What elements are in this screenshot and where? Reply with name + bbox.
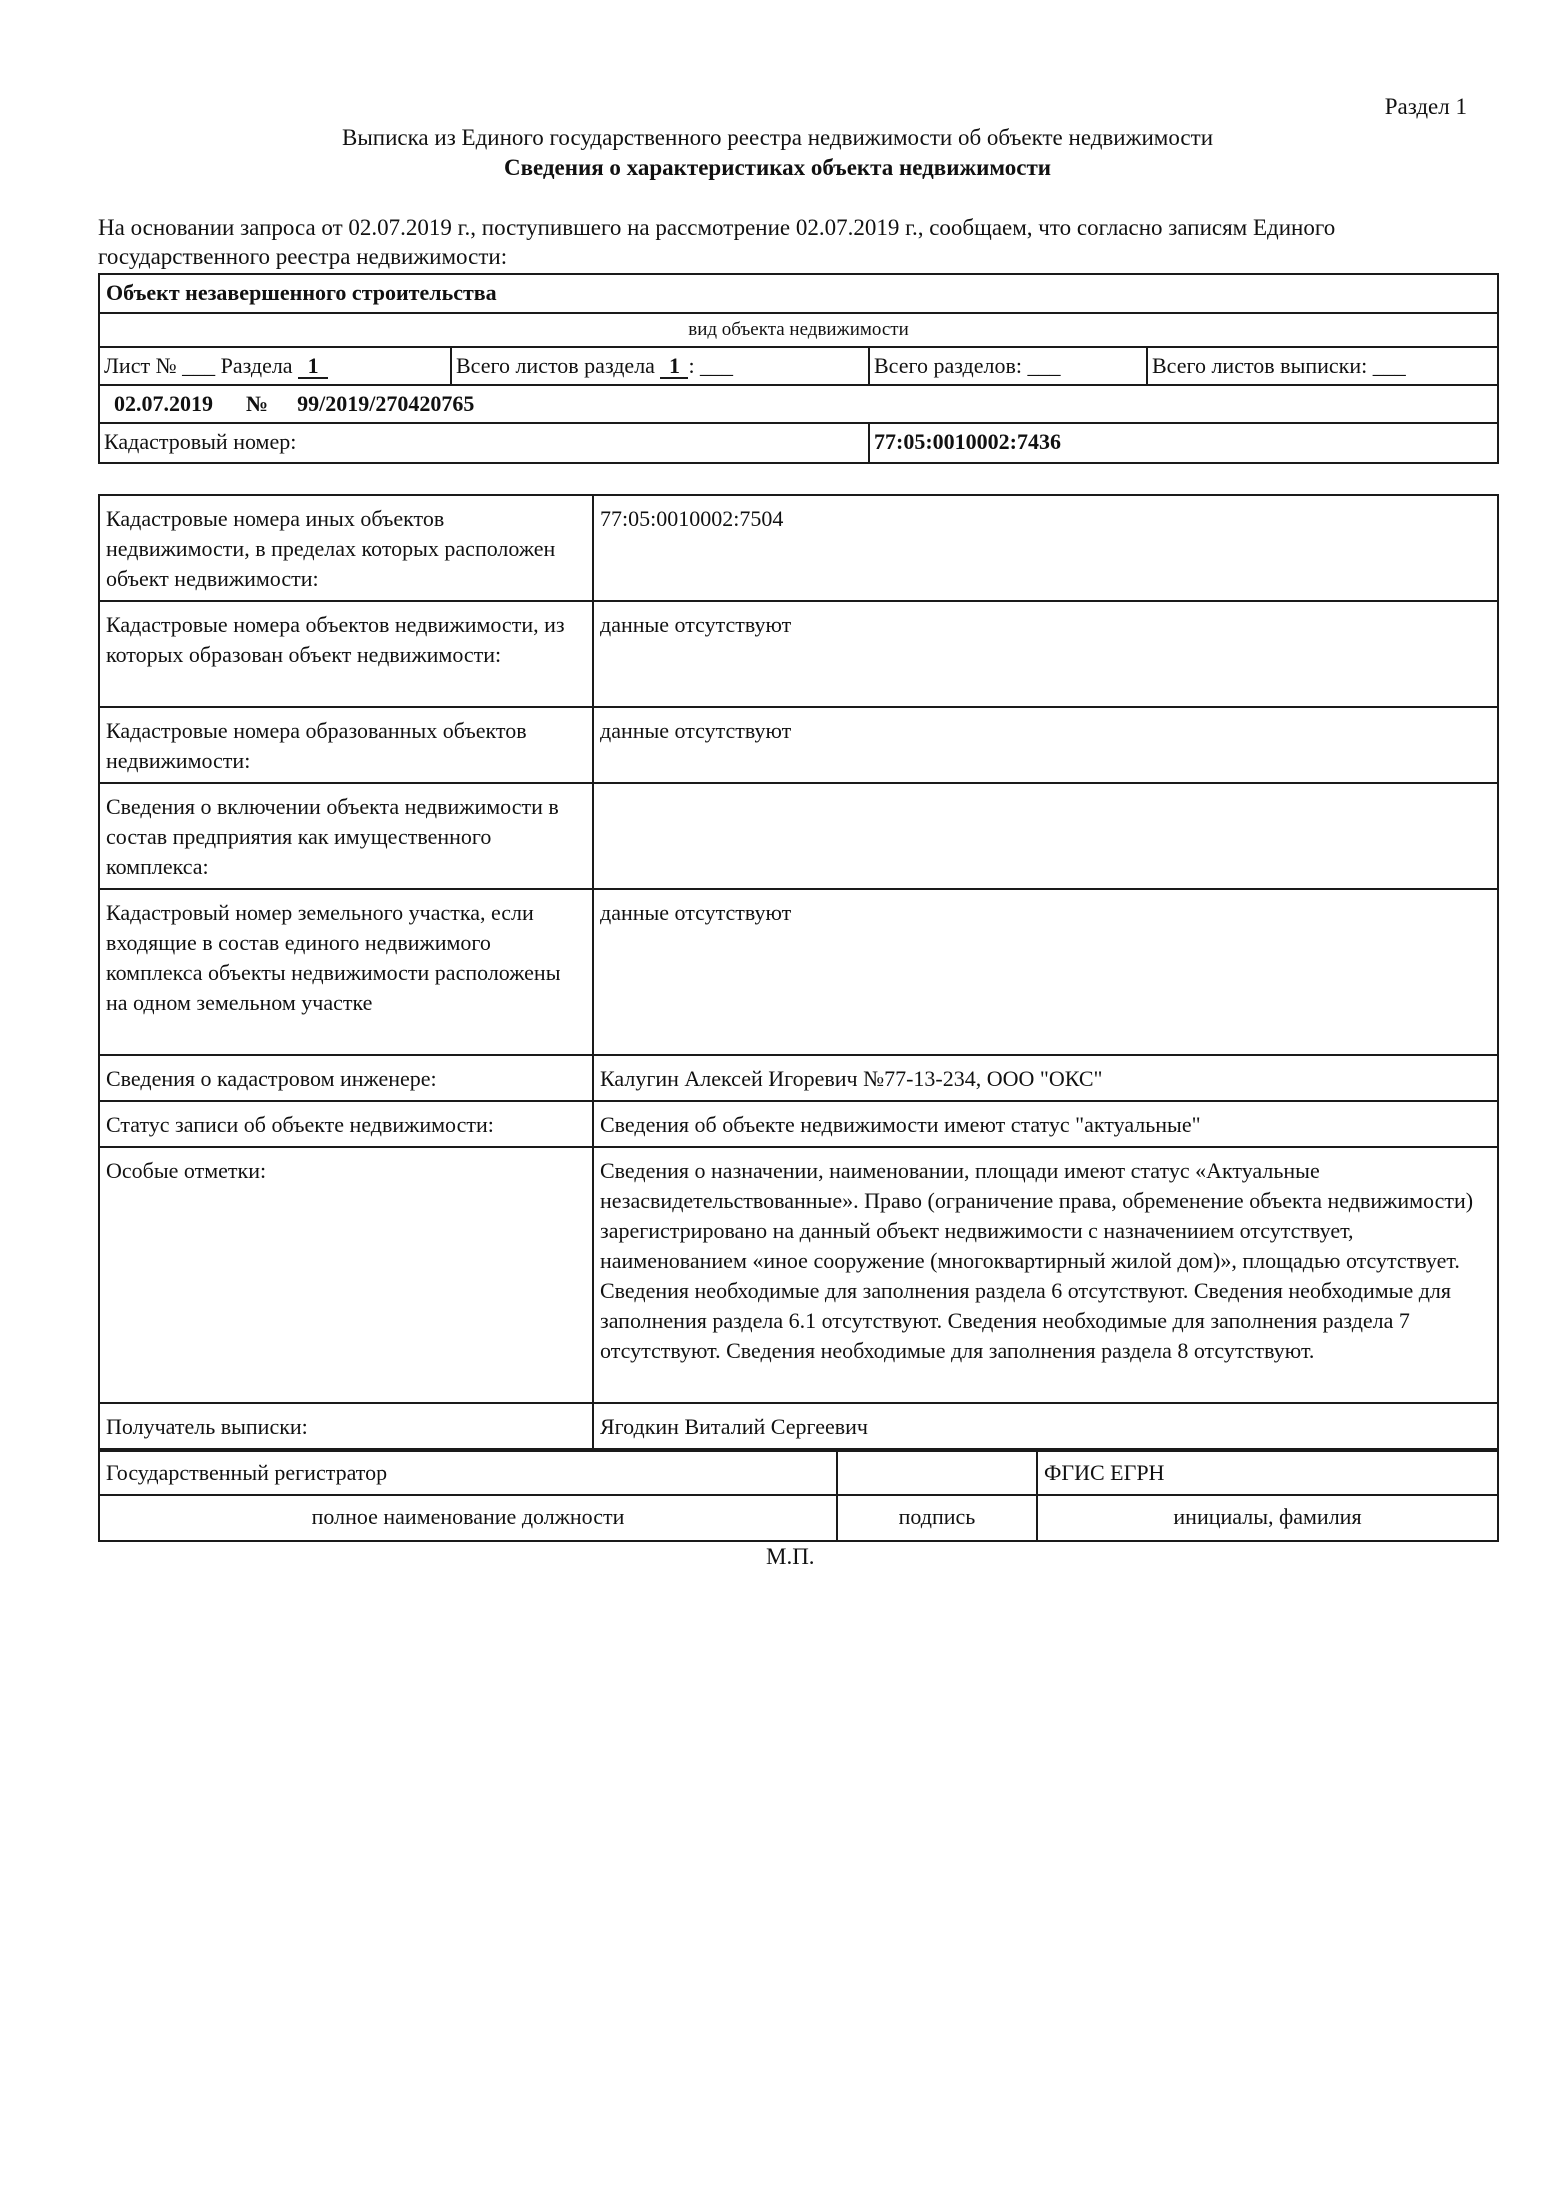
row-value: данные отсутствуют (593, 601, 1498, 707)
table-row (99, 1147, 1498, 1403)
table-row (99, 889, 1498, 1055)
cadastral-number: 77:05:0010002:7436 (874, 429, 1061, 454)
table-row (99, 601, 1498, 707)
table-row (99, 707, 1498, 783)
row-value: Сведения об объекте недвижимости имеют статус "актуальные" (593, 1101, 1498, 1147)
row-value: Ягодкин Виталий Сергеевич (593, 1403, 1498, 1449)
extract-date: 02.07.2019 (114, 391, 213, 416)
row-value: Калугин Алексей Игоревич №77-13-234, ООО "ОКС" (593, 1055, 1498, 1101)
cadastral-row (100, 424, 1497, 462)
row-label: Сведения о кадастровом инженере: (99, 1055, 593, 1101)
section-number-value: 1 (298, 355, 328, 379)
total-sheets-section-suffix: : ___ (688, 353, 734, 378)
section-number-label: Раздела (220, 353, 293, 378)
sheet-info-row (100, 348, 1497, 386)
stamp-place: М.П. (766, 1544, 815, 1569)
header-box (98, 273, 1499, 464)
row-label: Сведения о включении объекта недвижимости в состав предприятия как имущественного комплекса: (99, 783, 593, 889)
signature-row (99, 1451, 1498, 1495)
row-label: Кадастровые номера объектов недвижимости, из которых образован объект недвижимости: (99, 601, 593, 707)
row-label: Особые отметки: (99, 1147, 593, 1403)
table-row (99, 1403, 1498, 1449)
sheet-number-cell (100, 348, 452, 384)
section-label: Раздел 1 (1384, 94, 1467, 119)
total-sheets-section-cell (452, 348, 870, 384)
total-sheets-cell (1148, 348, 1497, 384)
row-label: Кадастровые номера иных объектов недвижимости, в пределах которых расположен объект недвижимости: (99, 495, 593, 601)
row-label: Получатель выписки: (99, 1403, 593, 1449)
object-type: Объект незавершенного строительства (100, 275, 1497, 314)
date-number-row (100, 386, 1497, 424)
characteristics-table (98, 494, 1499, 1450)
row-label: Кадастровый номер земельного участка, если входящие в состав единого недвижимого комплекса объекты недвижимости расположены на одном земельном участке (99, 889, 593, 1055)
signature-field (837, 1451, 1037, 1495)
name-caption: инициалы, фамилия (1037, 1495, 1498, 1541)
table-row (99, 1055, 1498, 1101)
total-sections-value: ___ (1027, 353, 1061, 378)
signature-caption-row (99, 1495, 1498, 1541)
registrar-position: Государственный регистратор (99, 1451, 837, 1495)
intro-text: На основании запроса от 02.07.2019 г., поступившего на рассмотрение 02.07.2019 г., сообщаем, что согласно записям Единого государственного реестра недвижимости: (98, 215, 1336, 269)
table-row (99, 1101, 1498, 1147)
table-row (99, 495, 1498, 601)
row-label: Кадастровые номера образованных объектов недвижимости: (99, 707, 593, 783)
row-label: Статус записи об объекте недвижимости: (99, 1101, 593, 1147)
signature-table (98, 1450, 1499, 1542)
row-value: данные отсутствуют (593, 707, 1498, 783)
position-caption: полное наименование должности (99, 1495, 837, 1541)
row-value: 77:05:0010002:7504 (593, 495, 1498, 601)
total-sheets-section-label: Всего листов раздела (456, 353, 655, 378)
row-value: Сведения о назначении, наименовании, площади имеют статус «Актуальные незасвидетельствованные». Право (ограничение права, обременение объекта недвижимости) зарегистрировано на данный объект недвижимости с назначениием отсутствует, наименованием «иное сооружение (многоквартирный жилой дом)», площадью отсутствует. Сведения необходимые для заполнения раздела 6 отсутствуют. Сведения необходимые для заполнения раздела 6.1 отсутствуют. Сведения необходимые для заполнения раздела 7 отсутствуют. Сведения необходимые для заполнения раздела 8 отсутствуют. (593, 1147, 1498, 1403)
sheet-label: Лист № (104, 353, 177, 378)
extract-number: 99/2019/270420765 (297, 391, 475, 416)
document-title: Выписка из Единого государственного реестра недвижимости об объекте недвижимости (341, 125, 1213, 150)
total-sections-label: Всего разделов: (874, 353, 1022, 378)
row-value (593, 783, 1498, 889)
object-kind-caption: вид объекта недвижимости (100, 314, 1497, 348)
table-row (99, 783, 1498, 889)
document-subtitle: Сведения о характеристиках объекта недвижимости (503, 155, 1052, 180)
total-sections-cell (870, 348, 1148, 384)
total-sheets-section-value: 1 (660, 355, 688, 379)
row-value: данные отсутствуют (593, 889, 1498, 1055)
signature-caption: подпись (837, 1495, 1037, 1541)
cadastral-label: Кадастровый номер: (100, 424, 870, 462)
total-sheets-value: ___ (1372, 353, 1406, 378)
number-sign: № (246, 391, 269, 416)
registrar-name: ФГИС ЕГРН (1037, 1451, 1498, 1495)
sheet-value: ___ (182, 353, 216, 378)
total-sheets-label: Всего листов выписки: (1152, 353, 1368, 378)
